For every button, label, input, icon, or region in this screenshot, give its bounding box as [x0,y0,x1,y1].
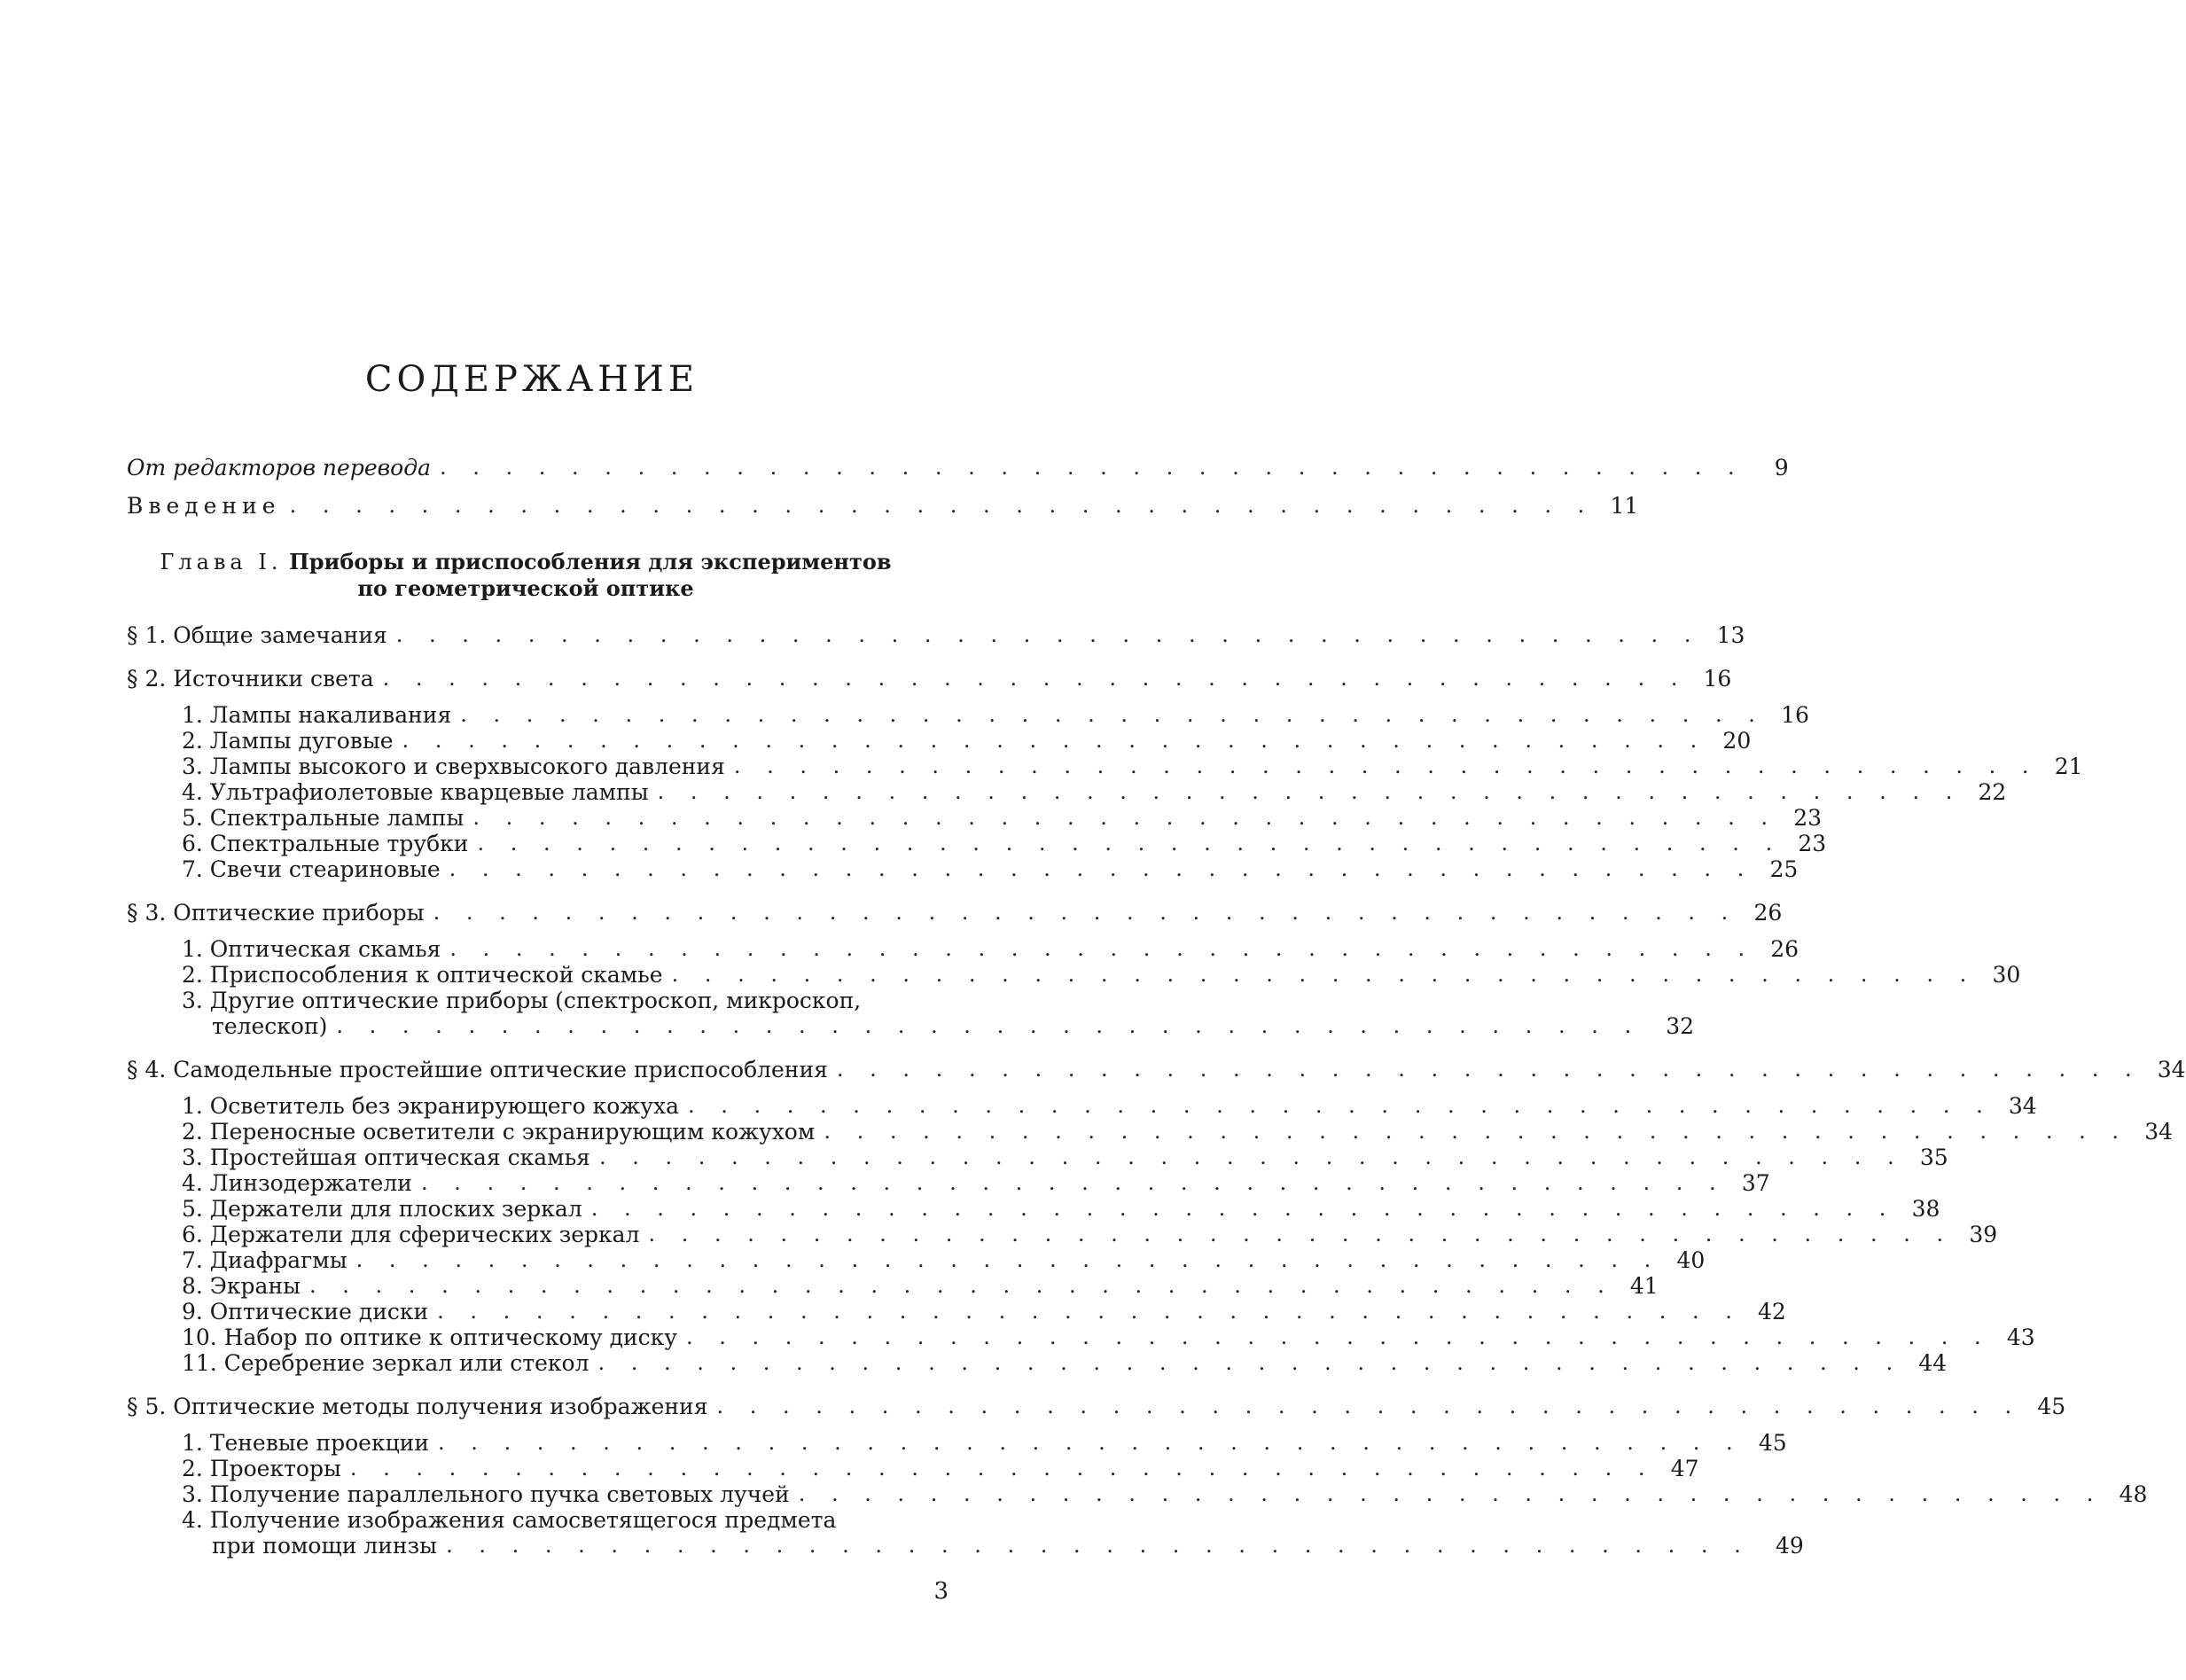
subsection-entry [127,831,1827,856]
leader-dots: . . . . . . . . . . . . . . . . . . . . . . . . . . . . . . . . . . . . . . . . [597,1350,1903,1375]
subsection-entry [127,1430,1787,1456]
page-ref: 23 [1793,805,1823,831]
leader-dots: . . . . . . . . . . . . . . . . . . . . . . . . . . . . . . . . . . . . . . . . [824,1119,2128,1144]
page-ref: 34 [2008,1093,2037,1119]
page-ref: 41 [1629,1273,1659,1299]
section-entry [127,900,1783,926]
entry-text: § 4. Самодельные простейшие оптические приспособления [127,1057,828,1082]
subsection-entry [127,1299,1786,1324]
page-number: 3 [933,1578,949,1605]
leader-dots: . . . . . . . . . . . . . . . . . . . . . . . . . . . . . . . . . . . . . . . . [671,962,1977,987]
subsection-entry [127,1196,1940,1222]
page-ref: 23 [1798,831,1827,856]
page-ref: 45 [1758,1430,1787,1456]
entry-text: 4. Получение изображения самосветящегося предмета [182,1507,837,1533]
entry-text: 4. Линзодержатели [182,1170,412,1196]
entry-continuation: при помощи линзы [212,1533,438,1559]
page-ref: 39 [1969,1222,1998,1247]
entry-text: 1. Оптическая скамья [182,936,441,962]
entry-text: § 3. Оптические приборы [127,900,425,926]
entry-text: 6. Держатели для сферических зеркал [182,1222,640,1247]
entry-text: § 5. Оптические методы получения изображения [127,1394,708,1419]
entry-text: 10. Набор по оптике к оптическому диску [182,1324,677,1350]
page-ref: 40 [1676,1247,1706,1273]
page-ref: 16 [1781,702,1809,728]
entry-text: § 1. Общие замечания [127,622,387,648]
page-ref: 11 [1610,493,1639,519]
entry-text: 7. Свечи стеариновые [182,856,441,882]
page-ref: 34 [2157,1057,2186,1082]
table-of-contents [127,455,2186,1559]
leader-dots: . . . . . . . . . . . . . . . . . . . . . . . . . . . . . . . . . . . . . . . . [433,900,1738,925]
page-ref: 25 [1769,856,1799,882]
subsection-entry [127,1119,2173,1145]
entry-text: 3. Получение параллельного пучка световых лучей [182,1481,790,1507]
entry-text: 3. Другие оптические приборы (спектроскоп, микроскоп, [182,988,862,1013]
leader-dots: . . . . . . . . . . . . . . . . . . . . . . . . . . . . . . . . . . . . . . . . [598,1145,1904,1169]
page-ref: 37 [1741,1170,1770,1196]
page-ref: 26 [1770,936,1800,962]
entry-text: 6. Спектральные трубки [182,831,469,856]
subsection-entry [127,754,2083,779]
page-ref: 13 [1716,622,1745,648]
subsection-entry [127,779,2007,805]
section-entry [127,1057,2186,1082]
subsection-entry [127,1145,1948,1170]
entry-text: 2. Приспособления к оптической скамье [182,962,663,988]
leader-dots: . . . . . . . . . . . . . . . . . . . . . . . . . . . . . . . . . . . . . . . . [439,455,1745,480]
leader-dots: . . . . . . . . . . . . . . . . . . . . . . . . . . . . . . . . . . . . . . . . [349,1456,1655,1481]
subsection-entry [127,1324,2035,1350]
subsection-entry [127,1350,1948,1376]
entry-continuation: телескоп) [212,1013,328,1039]
leader-dots: . . . . . . . . . . . . . . . . . . . . . . . . . . . . . . . . . . . . . . . . [472,805,1778,830]
entry-text: 3. Лампы высокого и сверхвысокого давления [182,754,725,779]
leader-dots: . . . . . . . . . . . . . . . . . . . . . . . . . . . . . . . . . . . . . . . . [446,1533,1751,1558]
page-ref: 38 [1911,1196,1940,1222]
page-ref: 47 [1670,1456,1699,1481]
page-ref: 42 [1758,1299,1786,1324]
entry-text: 1. Лампы накаливания [182,702,452,728]
page-ref: 32 [1666,1013,1695,1039]
front-entry [127,455,1789,481]
leader-dots: . . . . . . . . . . . . . . . . . . . . . . . . . . . . . . . . . . . . . . . . [716,1394,2022,1418]
entry-text: § 2. Источники света [127,666,374,692]
entry-text: 5. Держатели для плоских зеркал [182,1196,582,1222]
page-ref: 49 [1775,1533,1804,1559]
leader-dots: . . . . . . . . . . . . . . . . . . . . . . . . . . . . . . . . . . . . . . . . [688,1093,1993,1118]
entry-text: 2. Лампы дуговые [182,728,394,754]
chapter-title-line [127,549,925,575]
page-ref: 20 [1722,728,1752,754]
front-entry [127,493,1639,519]
entry-text: 2. Переносные осветители с экранирующим кожухом [182,1119,816,1145]
entry-text: 1. Теневые проекции [182,1430,429,1456]
subsection-entry [127,962,2021,988]
entry-text-block [182,988,1650,1039]
leader-dots: . . . . . . . . . . . . . . . . . . . . . . . . . . . . . . . . . . . . . . . . [437,1299,1742,1324]
subsection-entry [127,1507,1804,1559]
entry-text: От редакторов перевода [127,455,431,481]
chapter-title: Приборы и приспособления для экспериментов [289,549,892,574]
chapter-title: по геометрической оптике [357,575,694,601]
subsection-entry [127,1273,1659,1299]
subsection-entry [127,728,1752,754]
entry-text-block [182,1507,1760,1559]
page-ref: 9 [1774,455,1789,481]
section-entry [127,1394,2066,1419]
leader-dots: . . . . . . . . . . . . . . . . . . . . . . . . . . . . . . . . . . . . . . . . [477,831,1783,856]
page-title: СОДЕРЖАНИЕ [364,359,699,400]
page-ref: 34 [2144,1119,2173,1145]
subsection-entry [127,1170,1770,1196]
leader-dots: . . . . . . . . . . . . . . . . . . . . . . . . . . . . . . . . . . . . . . . . [355,1247,1661,1272]
leader-dots: . . . . . . . . . . . . . . . . . . . . . . . . . . . . . . . . . . . . . . . . [460,702,1765,727]
subsection-entry [127,936,1800,962]
section-entry [127,666,1732,692]
page-ref: 22 [1978,779,2007,805]
leader-dots: . . . . . . . . . . . . . . . . . . . . . . . . . . . . . . . . . . . . . . . . [395,622,1701,647]
subsection-entry [127,702,1809,728]
leader-dots: . . . . . . . . . . . . . . . . . . . . . . . . . . . . . . . . . . . . . . . . [309,1273,1614,1298]
leader-dots: . . . . . . . . . . . . . . . . . . . . . . . . . . . . . . . . . . . . . . . . [437,1430,1743,1455]
subsection-entry [127,1222,1998,1247]
page-ref: 35 [1919,1145,1948,1170]
leader-dots: . . . . . . . . . . . . . . . . . . . . . . . . . . . . . . . . . . . . . . . . [336,1013,1642,1038]
subsection-entry [127,805,1823,831]
leader-dots: . . . . . . . . . . . . . . . . . . . . . . . . . . . . . . . . . . . . . . . . [657,779,1963,804]
entry-text: 9. Оптические диски [182,1299,429,1324]
leader-dots: . . . . . . . . . . . . . . . . . . . . . . . . . . . . . . . . . . . . . . . . [289,493,1595,518]
section-entry [127,622,1745,648]
entry-text: 2. Проекторы [182,1456,341,1481]
leader-dots: . . . . . . . . . . . . . . . . . . . . . . . . . . . . . . . . . . . . . . . . [685,1324,1991,1349]
leader-dots: . . . . . . . . . . . . . . . . . . . . . . . . . . . . . . . . . . . . . . . . [420,1170,1726,1195]
leader-dots: . . . . . . . . . . . . . . . . . . . . . . . . . . . . . . . . . . . . . . . . [449,936,1755,961]
subsection-entry [127,1247,1706,1273]
page-ref: 21 [2054,754,2083,779]
leader-dots: . . . . . . . . . . . . . . . . . . . . . . . . . . . . . . . . . . . . . . . . [449,856,1754,881]
page-ref: 43 [2006,1324,2035,1350]
leader-dots: . . . . . . . . . . . . . . . . . . . . . . . . . . . . . . . . . . . . . . . . [648,1222,1954,1246]
subsection-entry [127,1093,2037,1119]
entry-text: 7. Диафрагмы [182,1247,347,1273]
page-ref: 48 [2119,1481,2148,1507]
leader-dots: . . . . . . . . . . . . . . . . . . . . . . . . . . . . . . . . . . . . . . . . [836,1057,2142,1082]
entry-continuation-line [182,1533,1751,1559]
subsection-entry [127,1456,1699,1481]
page-ref: 45 [2037,1394,2066,1419]
leader-dots: . . . . . . . . . . . . . . . . . . . . . . . . . . . . . . . . . . . . . . . . [590,1196,1896,1221]
leader-dots: . . . . . . . . . . . . . . . . . . . . . . . . . . . . . . . . . . . . . . . . [798,1481,2104,1506]
entry-text: 1. Осветитель без экранирующего кожуха [182,1093,680,1119]
entry-text: 11. Серебрение зеркал или стекол [182,1350,589,1376]
page-ref: 44 [1918,1350,1948,1376]
entry-text: 4. Ультрафиолетовые кварцевые лампы [182,779,649,805]
entry-continuation-line [182,1013,1641,1039]
leader-dots: . . . . . . . . . . . . . . . . . . . . . . . . . . . . . . . . . . . . . . . . [733,754,2039,778]
chapter-heading [127,549,925,601]
entry-text: 3. Простейшая оптическая скамья [182,1145,590,1170]
entry-text: Введение [127,493,281,519]
entry-text: 5. Спектральные лампы [182,805,465,831]
chapter-label: Глава I. [160,550,283,574]
page-ref: 30 [1992,962,2021,988]
subsection-entry [127,988,1695,1039]
leader-dots: . . . . . . . . . . . . . . . . . . . . . . . . . . . . . . . . . . . . . . . . [402,728,1707,753]
subsection-entry [127,856,1799,882]
subsection-entry [127,1481,2148,1507]
entry-text: 8. Экраны [182,1273,301,1299]
leader-dots: . . . . . . . . . . . . . . . . . . . . . . . . . . . . . . . . . . . . . . . . [382,666,1688,691]
page-ref: 16 [1703,666,1732,692]
page-ref: 26 [1753,900,1783,926]
